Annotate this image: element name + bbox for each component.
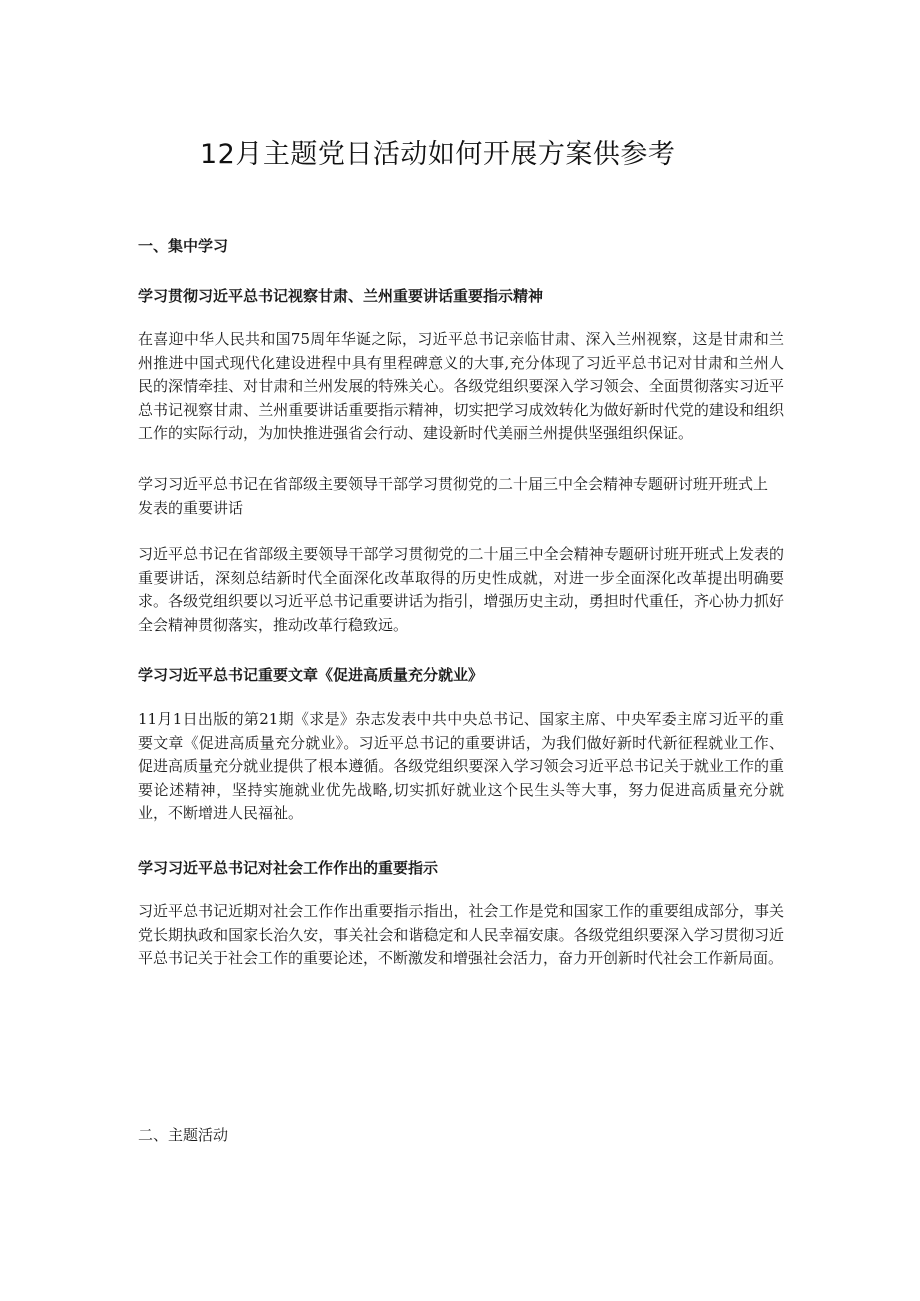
item-heading-gansu: 学习贯彻习近平总书记视察甘肃、兰州重要讲话重要指示精神 — [138, 287, 544, 305]
paragraph-social-work: 习近平总书记近期对社会工作作出重要指示指出，社会工作是党和国家工作的重要组成部分，事关党长期执政和国家长治久安，事关社会和谐稳定和人民幸福安康。各级党组织要深入学习贯彻习近平总书记关于社会工作的重要论述，不断激发和增强社会活力，奋力开创新时代社会工作新局面。 — [138, 902, 784, 967]
paragraph-gansu: 在喜迎中华人民共和国75周年华诞之际，习近平总书记亲临甘肃、深入兰州视察，这是甘肃和兰州推进中国式现代化建设进程中具有里程碑意义的大事,充分体现了习近平总书记对甘肃和兰州人民的深情牵挂、对甘肃和兰州发展的特殊关心。各级党组织要深入学习领会、全面贯彻落实习近平总书记视察甘肃、兰州重要讲话重要指示精神，切实把学习成效转化为做好新时代党的建设和组织工作的实际行动，为加快推进强省会行动、建设新时代美丽兰州提供坚强组织保证。 — [138, 330, 784, 442]
item-heading-social-work: 学习习近平总书记对社会工作作出的重要指示 — [138, 859, 439, 877]
section-heading-activity: 二、主题活动 — [138, 1126, 229, 1144]
paragraph-employment: 11月1日出版的第21期《求是》杂志发表中共中央总书记、国家主席、中央军委主席习近平的重要文章《促进高质量充分就业》。习近平总书记的重要讲话，为我们做好新时代新征程就业工作、促进高质量充分就业提供了根本遵循。各级党组织要深入学习领会习近平总书记关于就业工作的重要论述精神，坚持实施就业优先战略,切实抓好就业这个民生头等大事，努力促进高质量充分就业，不断增进人民福祉。 — [138, 710, 784, 822]
document-title: 12月主题党日活动如何开展方案供参考 — [200, 139, 676, 170]
paragraph-seminar: 习近平总书记在省部级主要领导干部学习贯彻党的二十届三中全会精神专题研讨班开班式上发表的重要讲话，深刻总结新时代全面深化改革取得的历史性成就，对进一步全面深化改革提出明确要求。各级党组织要以习近平总书记重要讲话为指引，增强历史主动，勇担时代重任，齐心协力抓好全会精神贯彻落实，推动改革行稳致远。 — [138, 545, 784, 634]
section-heading-study: 一、集中学习 — [138, 237, 229, 255]
item-heading-seminar: 学习习近平总书记在省部级主要领导干部学习贯彻党的二十届三中全会精神专题研讨班开班式上发表的重要讲话 — [138, 475, 769, 517]
item-heading-employment: 学习习近平总书记重要文章《促进高质量充分就业》 — [138, 666, 484, 684]
